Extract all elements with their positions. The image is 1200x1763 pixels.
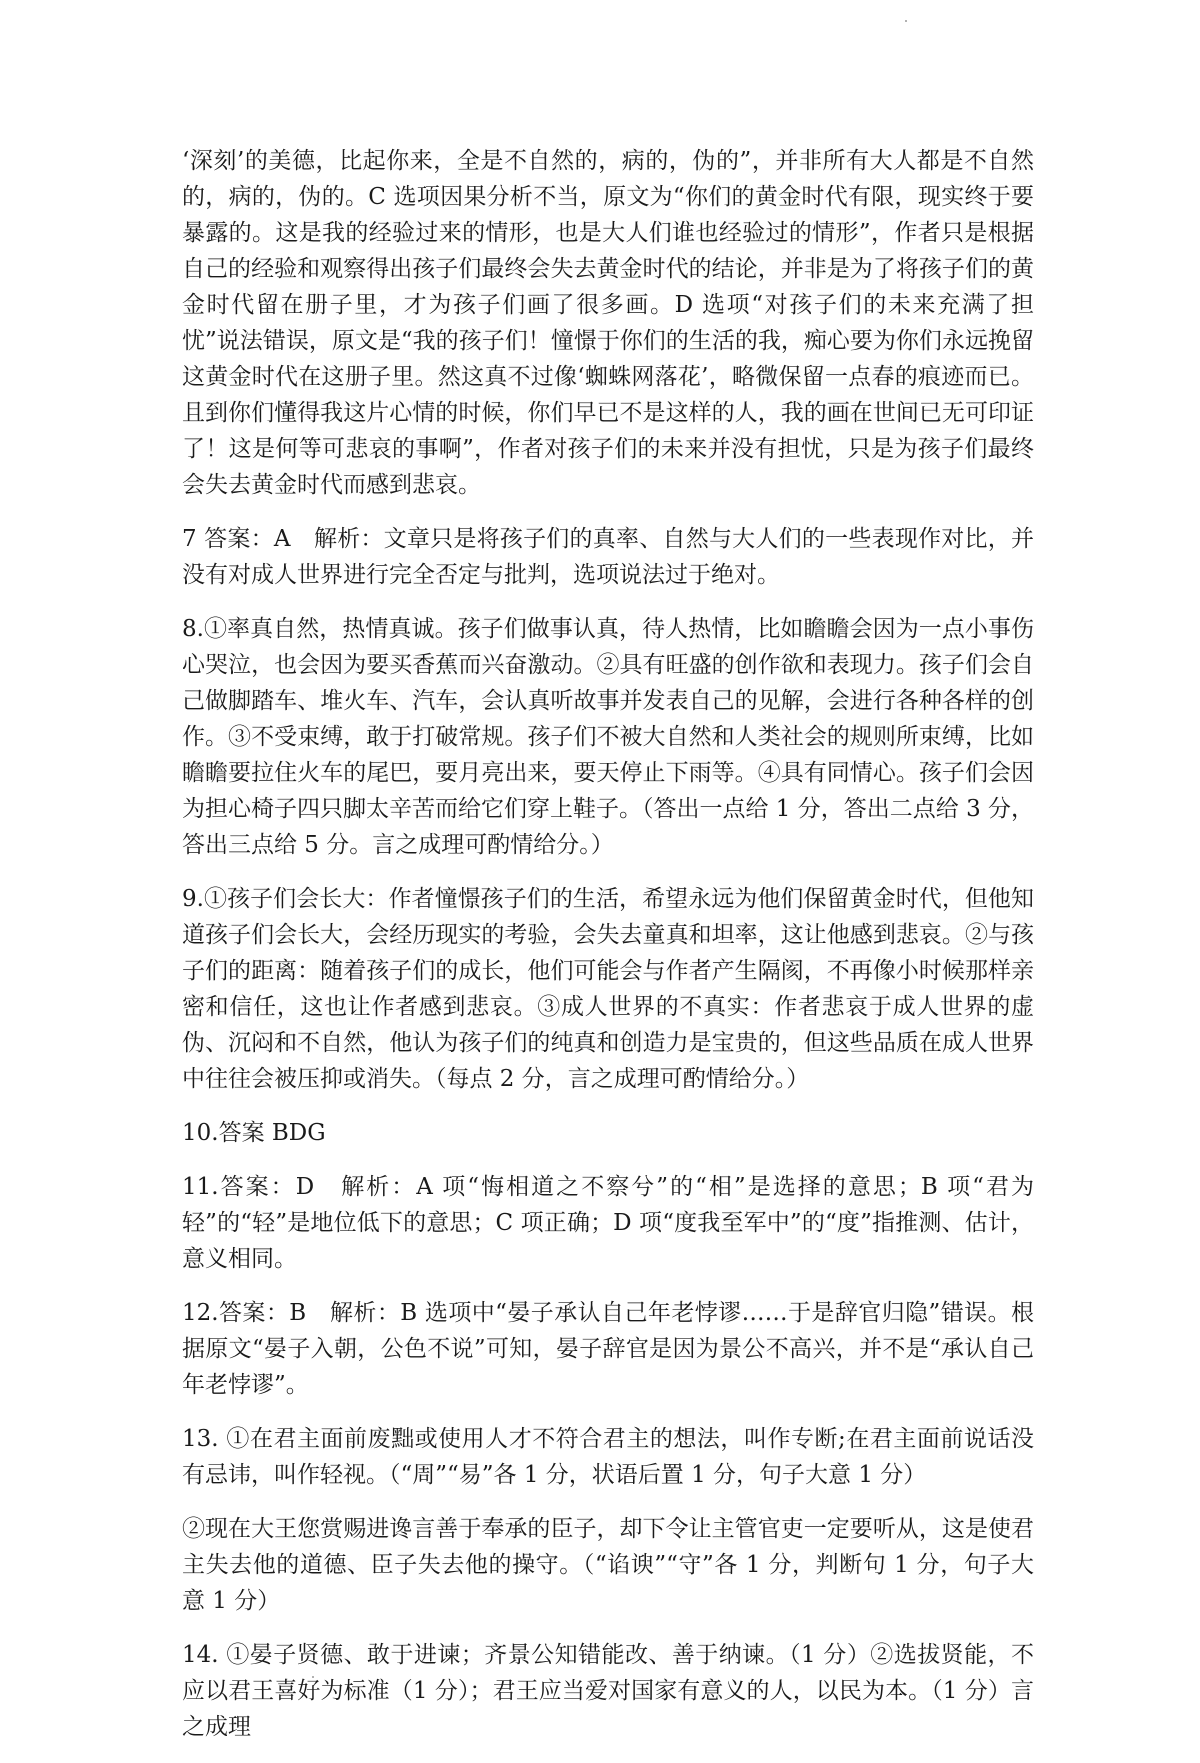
paragraph-answer-9: 9.①孩子们会长大：作者憧憬孩子们的生活，希望永远为他们保留黄金时代，但他知道孩子们会长大，会经历现实的考验，会失去童真和坦率，这让他感到悲哀。②与孩子们的距离：随着孩子们的成长，他们可能会与作者产生隔阂，不再像小时候那样亲密和信任，这也让作者感到悲哀。③成人世界的不真实：作者悲哀于成人世界的虚伪、沉闷和不自然，他认为孩子们的纯真和创造力是宝贵的，但这些品质在成人世界中往往会被压抑或消失。（每点 2 分，言之成理可酌情给分。） [182, 886, 1034, 1092]
paragraph-answer-8: 8.①率真自然，热情真诚。孩子们做事认真，待人热情，比如瞻瞻会因为一点小事伤心哭泣，也会因为要买香蕉而兴奋激动。②具有旺盛的创作欲和表现力。孩子们会自己做脚踏车、堆火车、汽车，会认真听故事并发表自己的见解，会进行各种各样的创作。③不受束缚，敢于打破常规。孩子们不被大自然和人类社会的规则所束缚，比如瞻瞻要拉住火车的尾巴，要月亮出来，要天停止下雨等。④具有同情心。孩子们会因为担心椅子四只脚太辛苦而给它们穿上鞋子。（答出一点给 1 分，答出二点给 3 分，答出三点给 5 分。言之成理可酌情给分。） [182, 616, 1035, 858]
paragraph-6-analysis-continued: ‘深刻’的美德，比起你来，全是不自然的，病的，伪的”，并非所有大人都是不自然的，病的，伪的。C 选项因果分析不当，原文为“你们的黄金时代有限，现实终于要暴露的。这是我的经验过来的情形，也是大人们谁也经验过的情形”，作者只是根据自己的经验和观察得出孩子们最终会失去黄金时代的结论，并非是为了将孩子们的黄金时代留在册子里，才为孩子们画了很多画。D 选项“对孩子们的未来充满了担忧”说法错误，原文是“我的孩子们！憧憬于你们的生活的我，痴心要为你们永远挽留这黄金时代在这册子里。然这真不过像‘蜘蛛网落花’，略微保留一点春的痕迹而已。且到你们懂得我这片心情的时候，你们早已不是这样的人，我的画在世间已无可印证了！这是何等可悲哀的事啊”，作者对孩子们的未来并没有担忧，只是为孩子们最终会失去黄金时代而感到悲哀。 [182, 148, 1034, 498]
paragraph-answer-14: 14. ①晏子贤德、敢于进谏；齐景公知错能改、善于纳谏。（1 分）②选拔贤能，不应以君王喜好为标准（1 分）；君王应当爱对国家有意义的人，以民为本。（1 分）言之成理 [182, 1642, 1034, 1740]
paragraph-answer-10: 10.答案 BDG [182, 1120, 326, 1146]
scan-mark-bottom [312, 1676, 314, 1678]
answer-text-body [182, 143, 1034, 1763]
paragraph-answer-11: 11.答案：D 解析：A 项“悔相道之不察兮”的“相”是选择的意思；B 项“君为轻”的“轻”是地位低下的意思；C 项正确；D 项“度我至军中”的“度”指推测、估计，意义相同。 [182, 1174, 1034, 1272]
scan-mark-top [905, 20, 907, 22]
paragraph-answer-7: 7 答案：A 解析：文章只是将孩子们的真率、自然与大人们的一些表现作对比，并没有对成人世界进行完全否定与批判，选项说法过于绝对。 [182, 526, 1034, 588]
paragraph-answer-13-part-1: 13. ①在君主面前废黜或使用人才不符合君主的想法，叫作专断;在君主面前说话没有忌讳，叫作轻视。（“周”“易”各 1 分，状语后置 1 分，句子大意 1 分） [182, 1426, 1034, 1488]
paragraph-answer-12: 12.答案：B 解析：B 选项中“晏子承认自己年老悖谬……于是辞官归隐”错误。根据原文“晏子入朝，公色不说”可知，晏子辞官是因为景公不高兴，并不是“承认自己年老悖谬”。 [182, 1300, 1034, 1398]
paragraph-answer-13-part-2: ②现在大王您赏赐进谗言善于奉承的臣子，却下令让主管官吏一定要听从，这是使君主失去他的道德、臣子失去他的操守。（“谄谀”“守”各 1 分，判断句 1 分，句子大意 1 分） [182, 1516, 1034, 1614]
